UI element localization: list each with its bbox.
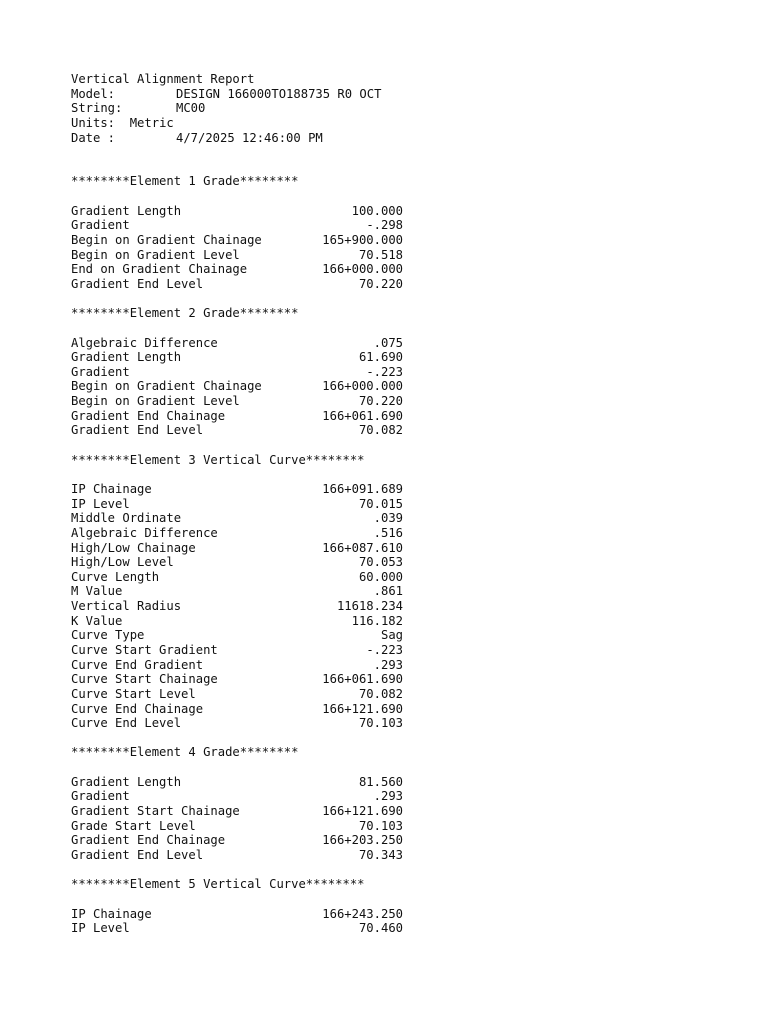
- row-value: .861: [373, 584, 403, 599]
- row-label: IP Chainage: [71, 481, 152, 496]
- report-title: Vertical Alignment Report: [71, 72, 255, 86]
- header-row-string: [71, 101, 411, 116]
- row-label: Algebraic Difference: [71, 525, 218, 540]
- element-header: ********Element 4 Grade********: [71, 745, 299, 760]
- header-label: Date :: [71, 130, 116, 145]
- row-value: 70.460: [358, 921, 403, 936]
- row-label: Begin on Gradient Chainage: [71, 233, 262, 248]
- report-row: [71, 570, 403, 585]
- row-value: 116.182: [351, 613, 403, 628]
- report-page: [71, 72, 411, 936]
- row-label: Gradient: [71, 218, 130, 233]
- report-row: [71, 819, 403, 834]
- row-value: 70.103: [358, 818, 403, 833]
- report-row: [71, 262, 403, 277]
- row-label: Gradient End Level: [71, 276, 204, 291]
- row-value: 70.343: [358, 847, 403, 862]
- report-row: [71, 614, 403, 629]
- report-row: [71, 833, 403, 848]
- row-value: -.223: [366, 642, 403, 657]
- row-label: Middle Ordinate: [71, 511, 182, 526]
- row-label: IP Level: [71, 921, 130, 936]
- row-label: Gradient Length: [71, 350, 182, 365]
- row-value: 166+121.690: [322, 701, 403, 716]
- row-value: 166+087.610: [322, 540, 403, 555]
- row-value: .293: [373, 789, 403, 804]
- row-label: Grade Start Level: [71, 818, 196, 833]
- report-row: [71, 775, 403, 790]
- row-value: 70.220: [358, 394, 403, 409]
- report-row: [71, 394, 403, 409]
- report-row: [71, 248, 403, 263]
- report-row: [71, 702, 403, 717]
- row-value: 70.015: [358, 496, 403, 511]
- report-row: [71, 599, 403, 614]
- report-row: [71, 379, 403, 394]
- row-value: 166+121.690: [322, 804, 403, 819]
- row-value: 166+061.690: [322, 408, 403, 423]
- report-row: [71, 233, 403, 248]
- row-label: Curve Type: [71, 628, 145, 643]
- row-label: M Value: [71, 584, 123, 599]
- row-value: 166+000.000: [322, 262, 403, 277]
- element-header: ********Element 2 Grade********: [71, 306, 299, 321]
- row-label: Gradient Length: [71, 774, 182, 789]
- row-value: 100.000: [351, 203, 403, 218]
- row-label: High/Low Chainage: [71, 540, 196, 555]
- header-label: String:: [71, 101, 123, 116]
- row-value: 166+091.689: [322, 481, 403, 496]
- report-row: [71, 365, 403, 380]
- header-row-model: [71, 87, 411, 102]
- report-row: [71, 848, 403, 863]
- row-value: 61.690: [358, 350, 403, 365]
- row-label: Gradient End Chainage: [71, 408, 226, 423]
- row-label: Begin on Gradient Level: [71, 394, 240, 409]
- row-value: 166+243.250: [322, 906, 403, 921]
- element-header: ********Element 3 Vertical Curve********: [71, 452, 365, 467]
- row-label: Gradient: [71, 364, 130, 379]
- report-row: [71, 672, 403, 687]
- header-value: DESIGN 166000TO188735 R0 OCT: [176, 86, 382, 101]
- row-value: 70.053: [358, 555, 403, 570]
- header-value: 4/7/2025 12:46:00 PM: [176, 130, 323, 145]
- row-label: Curve End Chainage: [71, 701, 204, 716]
- report-row: [71, 526, 403, 541]
- report-row: [71, 804, 403, 819]
- row-value: .039: [373, 511, 403, 526]
- row-value: 166+000.000: [322, 379, 403, 394]
- row-label: K Value: [71, 613, 123, 628]
- row-label: Gradient Start Chainage: [71, 804, 240, 819]
- row-label: Gradient End Level: [71, 847, 204, 862]
- element-header: ********Element 5 Vertical Curve********: [71, 877, 365, 892]
- row-value: Sag: [380, 628, 403, 643]
- row-value: .293: [373, 657, 403, 672]
- report-row: [71, 350, 403, 365]
- report-row: [71, 643, 403, 658]
- header-value: MC00: [176, 101, 206, 116]
- row-label: Gradient End Chainage: [71, 833, 226, 848]
- report-row: [71, 336, 403, 351]
- row-label: IP Level: [71, 496, 130, 511]
- elements-list: [71, 174, 411, 935]
- row-label: Begin on Gradient Chainage: [71, 379, 262, 394]
- report-row: [71, 409, 403, 424]
- row-value: -.223: [366, 364, 403, 379]
- row-value: 70.518: [358, 247, 403, 262]
- report-row: [71, 204, 403, 219]
- report-row: [71, 921, 403, 936]
- report-row: [71, 423, 403, 438]
- row-value: 70.082: [358, 423, 403, 438]
- row-label: Curve End Level: [71, 716, 182, 731]
- header-label: Units:: [71, 115, 116, 130]
- header-row-units: [71, 116, 411, 131]
- row-value: 60.000: [358, 569, 403, 584]
- row-label: IP Chainage: [71, 906, 152, 921]
- header-row-date: [71, 131, 411, 146]
- report-row: [71, 555, 403, 570]
- row-label: Begin on Gradient Level: [71, 247, 240, 262]
- row-value: 11618.234: [336, 599, 403, 614]
- row-value: .516: [373, 525, 403, 540]
- row-value: 165+900.000: [322, 233, 403, 248]
- row-value: 166+061.690: [322, 672, 403, 687]
- row-label: Curve Start Level: [71, 686, 196, 701]
- row-label: Curve Start Chainage: [71, 672, 218, 687]
- report-row: [71, 584, 403, 599]
- row-value: 70.082: [358, 686, 403, 701]
- row-value: 70.103: [358, 716, 403, 731]
- row-label: Gradient Length: [71, 203, 182, 218]
- row-label: Gradient: [71, 789, 130, 804]
- row-label: End on Gradient Chainage: [71, 262, 248, 277]
- report-row: [71, 789, 403, 804]
- report-row: [71, 511, 403, 526]
- report-row: [71, 907, 403, 922]
- row-label: Gradient End Level: [71, 423, 204, 438]
- row-label: Curve Length: [71, 569, 160, 584]
- row-value: 70.220: [358, 276, 403, 291]
- header-value: Metric: [129, 115, 174, 130]
- row-value: .075: [373, 335, 403, 350]
- report-row: [71, 497, 403, 512]
- row-label: Curve Start Gradient: [71, 642, 218, 657]
- report-row: [71, 658, 403, 673]
- row-label: Vertical Radius: [71, 599, 182, 614]
- report-row: [71, 482, 403, 497]
- row-label: Curve End Gradient: [71, 657, 204, 672]
- row-label: High/Low Level: [71, 555, 174, 570]
- report-row: [71, 628, 403, 643]
- row-value: 166+203.250: [322, 833, 403, 848]
- report-row: [71, 687, 403, 702]
- row-value: 81.560: [358, 774, 403, 789]
- element-header: ********Element 1 Grade********: [71, 174, 299, 189]
- report-row: [71, 716, 403, 731]
- report-row: [71, 541, 403, 556]
- row-label: Algebraic Difference: [71, 335, 218, 350]
- header-label: Model:: [71, 86, 116, 101]
- report-row: [71, 277, 403, 292]
- row-value: -.298: [366, 218, 403, 233]
- report-row: [71, 218, 403, 233]
